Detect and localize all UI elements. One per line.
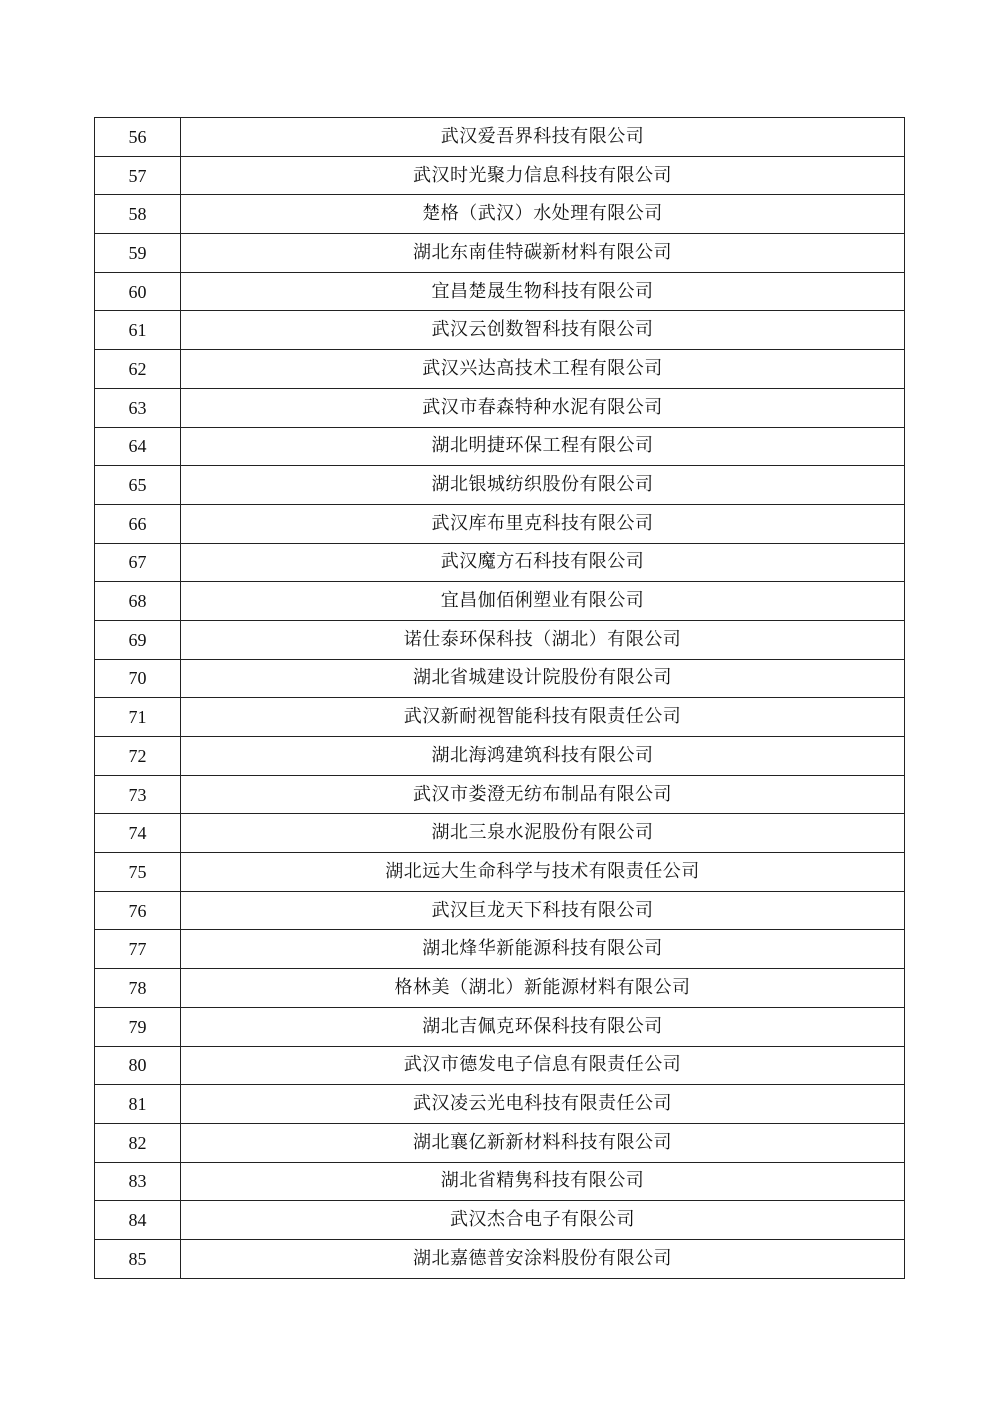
company-name: 武汉市德发电子信息有限责任公司 bbox=[181, 1046, 905, 1085]
row-number: 63 bbox=[95, 388, 181, 427]
company-name: 湖北远大生命科学与技术有限责任公司 bbox=[181, 853, 905, 892]
row-number: 58 bbox=[95, 195, 181, 234]
company-name: 格林美（湖北）新能源材料有限公司 bbox=[181, 969, 905, 1008]
row-number: 62 bbox=[95, 350, 181, 389]
table-row bbox=[95, 272, 905, 311]
table-row bbox=[95, 1123, 905, 1162]
table-row bbox=[95, 1007, 905, 1046]
company-name: 武汉魔方石科技有限公司 bbox=[181, 543, 905, 582]
table-row bbox=[95, 698, 905, 737]
table-row bbox=[95, 195, 905, 234]
company-name: 武汉云创数智科技有限公司 bbox=[181, 311, 905, 350]
company-name: 武汉库布里克科技有限公司 bbox=[181, 504, 905, 543]
table-row bbox=[95, 118, 905, 157]
row-number: 66 bbox=[95, 504, 181, 543]
row-number: 76 bbox=[95, 891, 181, 930]
row-number: 77 bbox=[95, 930, 181, 969]
table-row bbox=[95, 969, 905, 1008]
company-name: 武汉巨龙天下科技有限公司 bbox=[181, 891, 905, 930]
row-number: 68 bbox=[95, 582, 181, 621]
table-row bbox=[95, 737, 905, 776]
row-number: 81 bbox=[95, 1085, 181, 1124]
table-row bbox=[95, 814, 905, 853]
row-number: 72 bbox=[95, 737, 181, 776]
row-number: 78 bbox=[95, 969, 181, 1008]
table-row bbox=[95, 1085, 905, 1124]
company-name: 湖北东南佳特碳新材料有限公司 bbox=[181, 234, 905, 273]
table-row bbox=[95, 504, 905, 543]
row-number: 84 bbox=[95, 1201, 181, 1240]
company-name: 武汉时光聚力信息科技有限公司 bbox=[181, 156, 905, 195]
row-number: 74 bbox=[95, 814, 181, 853]
row-number: 79 bbox=[95, 1007, 181, 1046]
company-name: 武汉凌云光电科技有限责任公司 bbox=[181, 1085, 905, 1124]
row-number: 57 bbox=[95, 156, 181, 195]
company-name: 湖北吉佩克环保科技有限公司 bbox=[181, 1007, 905, 1046]
table-row bbox=[95, 1201, 905, 1240]
row-number: 59 bbox=[95, 234, 181, 273]
table-row bbox=[95, 234, 905, 273]
company-name: 湖北省城建设计院股份有限公司 bbox=[181, 659, 905, 698]
table-row bbox=[95, 311, 905, 350]
company-name: 武汉市春森特种水泥有限公司 bbox=[181, 388, 905, 427]
table-body bbox=[95, 118, 905, 1279]
company-name: 武汉新耐视智能科技有限责任公司 bbox=[181, 698, 905, 737]
table-row bbox=[95, 427, 905, 466]
row-number: 75 bbox=[95, 853, 181, 892]
table-row bbox=[95, 1239, 905, 1278]
table-row bbox=[95, 582, 905, 621]
row-number: 83 bbox=[95, 1162, 181, 1201]
company-name: 湖北明捷环保工程有限公司 bbox=[181, 427, 905, 466]
row-number: 85 bbox=[95, 1239, 181, 1278]
row-number: 80 bbox=[95, 1046, 181, 1085]
table-row bbox=[95, 156, 905, 195]
company-name: 湖北襄亿新新材料科技有限公司 bbox=[181, 1123, 905, 1162]
row-number: 56 bbox=[95, 118, 181, 157]
table-row bbox=[95, 466, 905, 505]
row-number: 67 bbox=[95, 543, 181, 582]
table-row bbox=[95, 543, 905, 582]
company-name: 湖北省精隽科技有限公司 bbox=[181, 1162, 905, 1201]
company-list-table bbox=[94, 117, 905, 1279]
company-name: 楚格（武汉）水处理有限公司 bbox=[181, 195, 905, 234]
table-row bbox=[95, 659, 905, 698]
table-row bbox=[95, 1162, 905, 1201]
company-name: 武汉兴达高技术工程有限公司 bbox=[181, 350, 905, 389]
row-number: 64 bbox=[95, 427, 181, 466]
row-number: 71 bbox=[95, 698, 181, 737]
row-number: 65 bbox=[95, 466, 181, 505]
company-name: 宜昌伽佰俐塑业有限公司 bbox=[181, 582, 905, 621]
company-name: 湖北银城纺织股份有限公司 bbox=[181, 466, 905, 505]
table-row bbox=[95, 891, 905, 930]
table-row bbox=[95, 1046, 905, 1085]
company-name: 湖北烽华新能源科技有限公司 bbox=[181, 930, 905, 969]
company-name: 湖北嘉德普安涂料股份有限公司 bbox=[181, 1239, 905, 1278]
table-row bbox=[95, 620, 905, 659]
table-row bbox=[95, 930, 905, 969]
table-row bbox=[95, 350, 905, 389]
company-name: 诺仕泰环保科技（湖北）有限公司 bbox=[181, 620, 905, 659]
company-name: 宜昌楚晟生物科技有限公司 bbox=[181, 272, 905, 311]
row-number: 61 bbox=[95, 311, 181, 350]
row-number: 82 bbox=[95, 1123, 181, 1162]
company-name: 湖北三泉水泥股份有限公司 bbox=[181, 814, 905, 853]
row-number: 60 bbox=[95, 272, 181, 311]
row-number: 70 bbox=[95, 659, 181, 698]
company-name: 湖北海鸿建筑科技有限公司 bbox=[181, 737, 905, 776]
row-number: 69 bbox=[95, 620, 181, 659]
table-row bbox=[95, 853, 905, 892]
company-name: 武汉爱吾界科技有限公司 bbox=[181, 118, 905, 157]
company-name: 武汉市娄澄无纺布制品有限公司 bbox=[181, 775, 905, 814]
table-row bbox=[95, 775, 905, 814]
table-row bbox=[95, 388, 905, 427]
company-name: 武汉杰合电子有限公司 bbox=[181, 1201, 905, 1240]
row-number: 73 bbox=[95, 775, 181, 814]
